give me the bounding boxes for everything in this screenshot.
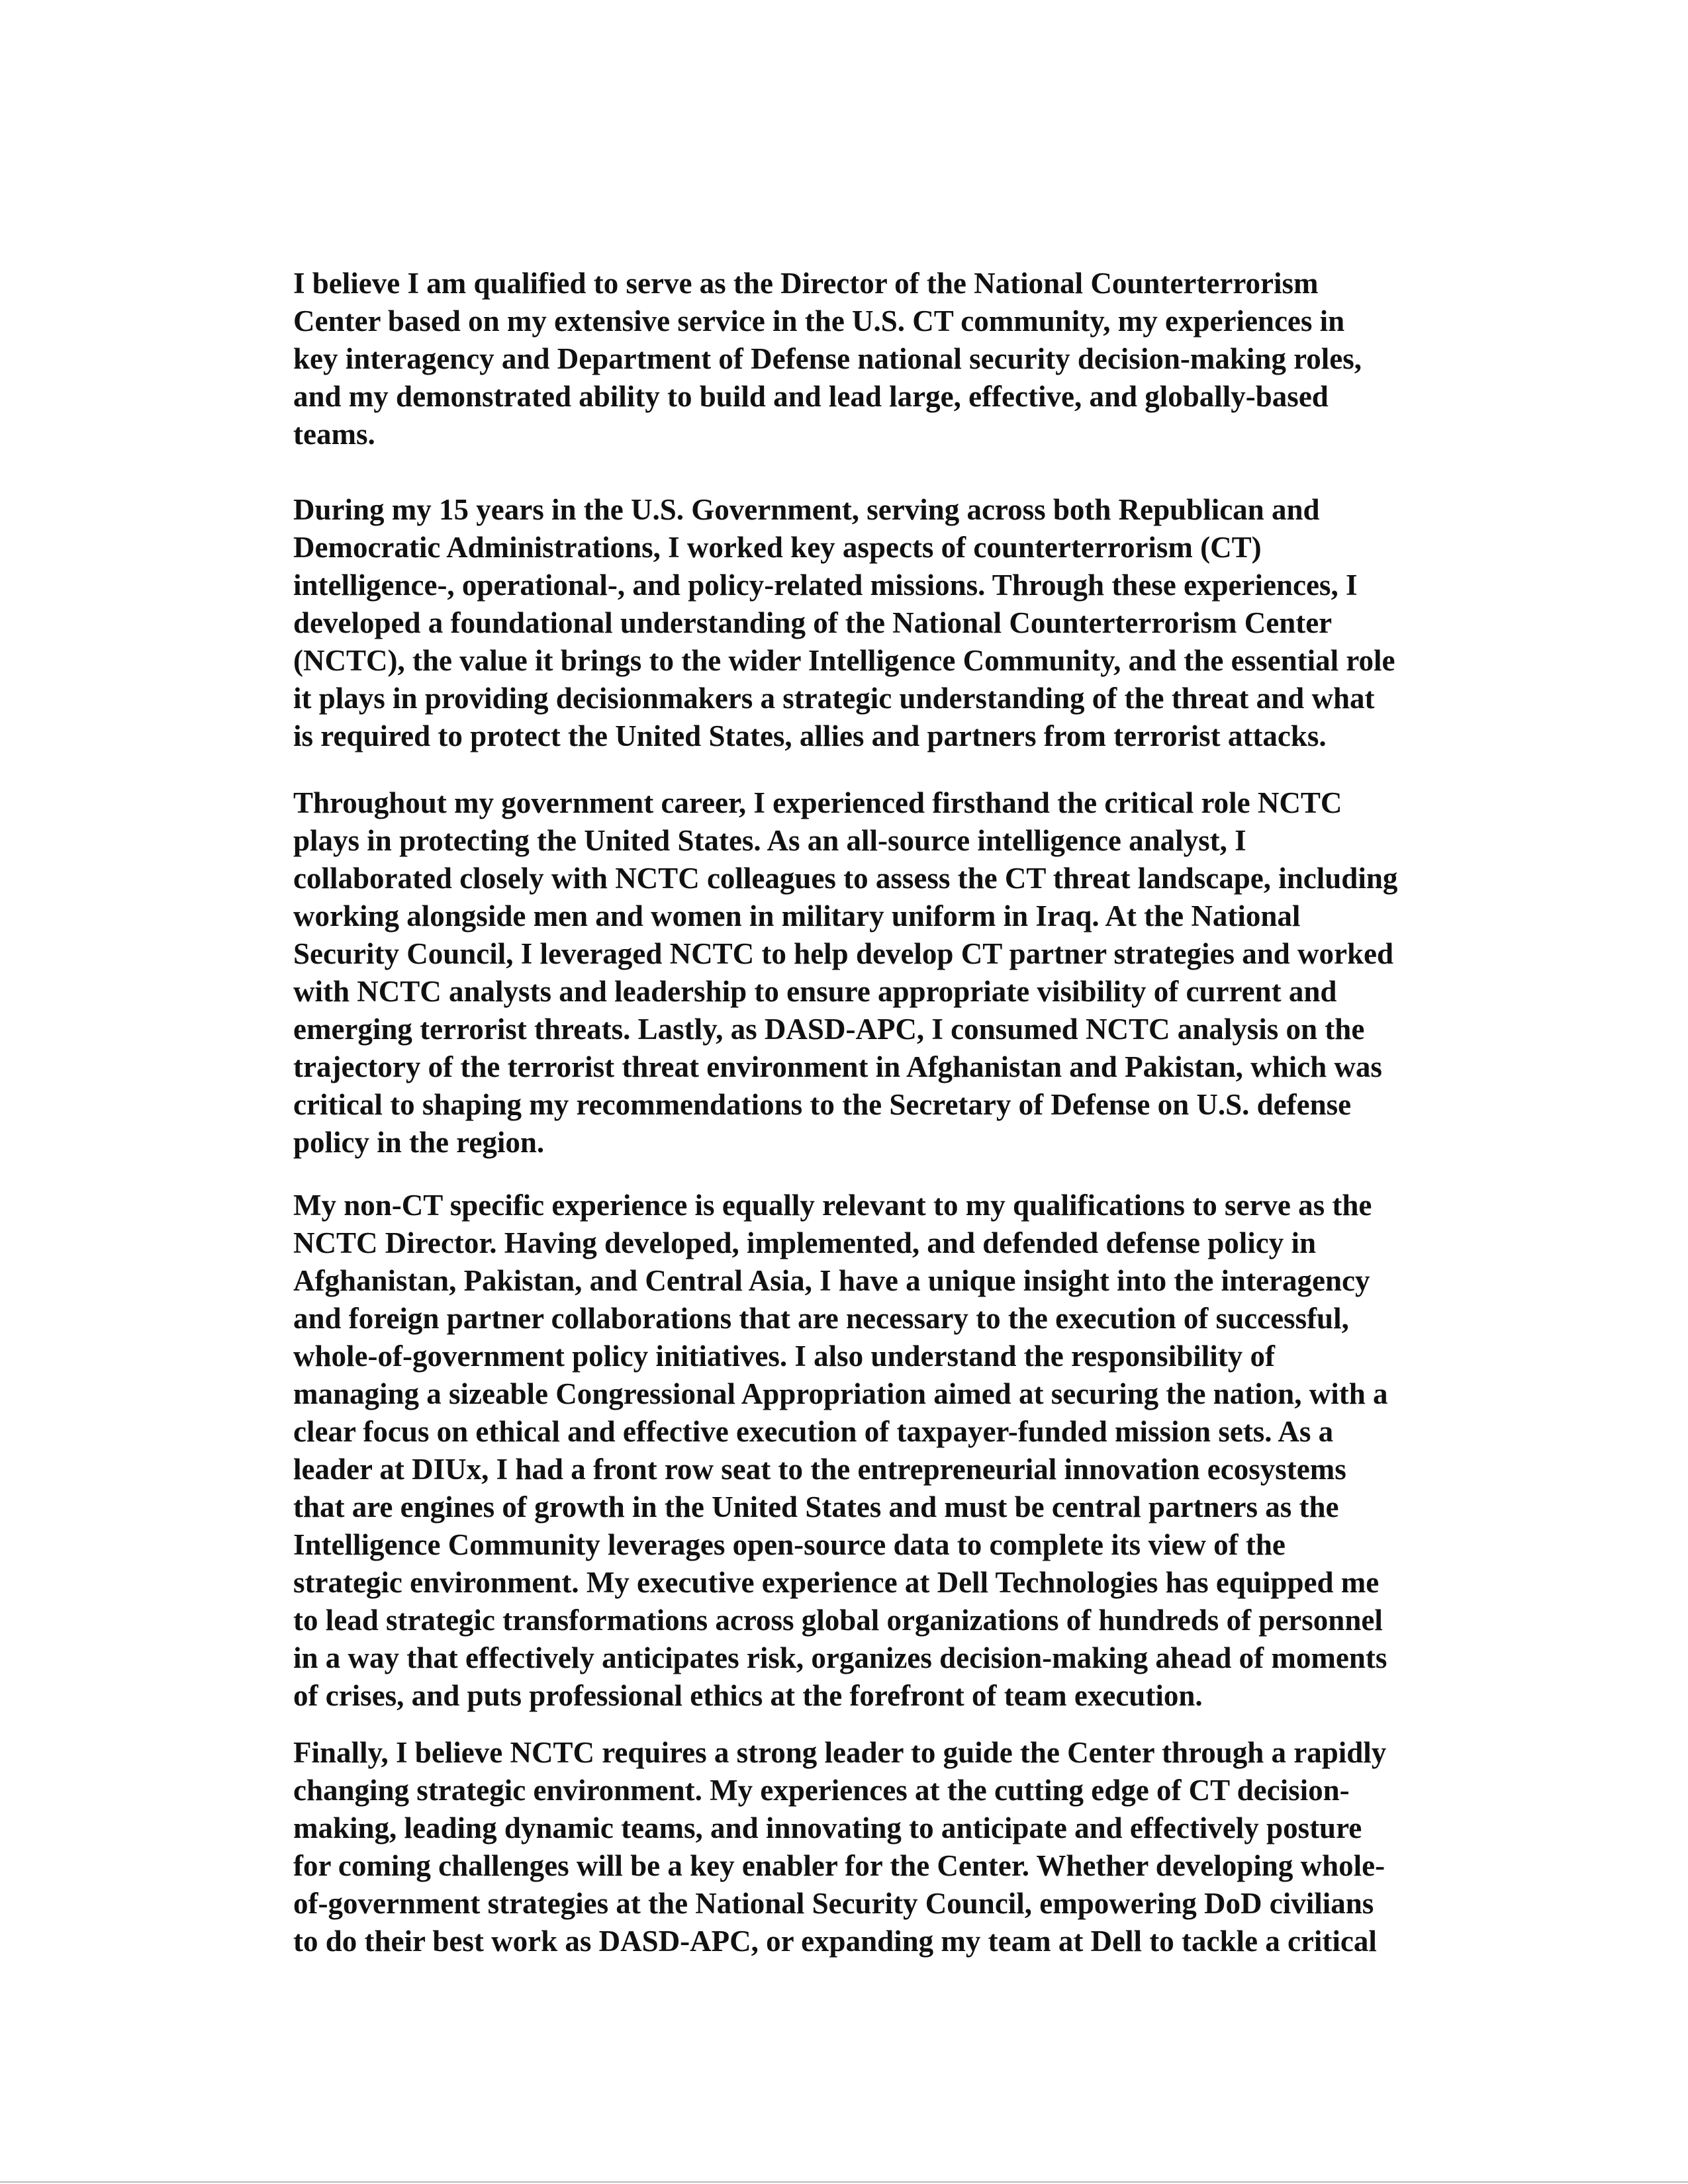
text-line: working alongside men and women in military uniform in Iraq. At the National [293,899,1301,933]
text-line: teams. [293,418,375,451]
text-line: changing strategic environment. My experiences at the cutting edge of CT decision- [293,1774,1350,1807]
text-line: I believe I am qualified to serve as the Director of the National Counterterrorism [293,267,1319,300]
text-line: of-government strategies at the National Security Council, empowering DoD civilians [293,1887,1374,1920]
text-line: emerging terrorist threats. Lastly, as DASD-APC, I consumed NCTC analysis on the [293,1013,1365,1046]
paragraph-qualifications [293,265,1485,453]
text-line: strategic environment. My executive experience at Dell Technologies has equipped me [293,1566,1380,1599]
text-line: intelligence-, operational-, and policy-related missions. Through these experiences, I [293,569,1358,602]
text-line: is required to protect the United States, allies and partners from terrorist attacks. [293,719,1327,752]
text-line: Democratic Administrations, I worked key aspects of counterterrorism (CT) [293,531,1262,564]
text-line: NCTC Director. Having developed, implemented, and defended defense policy in [293,1226,1317,1259]
text-line: to lead strategic transformations across global organizations of hundreds of personnel [293,1604,1383,1637]
paragraph-non-ct-experience [293,1187,1485,1715]
text-line: making, leading dynamic teams, and innovating to anticipate and effectively posture [293,1811,1362,1844]
text-line: Finally, I believe NCTC requires a strong leader to guide the Center through a rapidly [293,1736,1387,1769]
text-line: for coming challenges will be a key enabler for the Center. Whether developing whole- [293,1849,1385,1882]
text-line: it plays in providing decisionmakers a strategic understanding of the threat and what [293,682,1375,715]
text-line: Intelligence Community leverages open-source data to complete its view of the [293,1528,1286,1561]
text-line: and my demonstrated ability to build and lead large, effective, and globally-based [293,380,1329,413]
paragraph-government-service [293,491,1485,755]
text-line: During my 15 years in the U.S. Government, serving across both Republican and [293,493,1320,526]
paragraph-nctc-experience [293,784,1485,1161]
text-line: key interagency and Department of Defense national security decision-making roles, [293,342,1362,375]
text-line: to do their best work as DASD-APC, or expanding my team at Dell to tackle a critical [293,1925,1377,1958]
text-line: developed a foundational understanding of the National Counterterrorism Center [293,606,1333,639]
text-line: clear focus on ethical and effective execution of taxpayer-funded mission sets. As a [293,1415,1334,1448]
text-line: critical to shaping my recommendations to the Secretary of Defense on U.S. defense [293,1088,1352,1121]
text-line: trajectory of the terrorist threat environment in Afghanistan and Pakistan, which was [293,1050,1382,1083]
text-line: whole-of-government policy initiatives. I also understand the responsibility of [293,1340,1275,1373]
paragraph-leadership [293,1734,1485,1960]
text-line: Security Council, I leveraged NCTC to help develop CT partner strategies and worked [293,937,1394,970]
text-line: managing a sizeable Congressional Appropriation aimed at securing the nation, with a [293,1377,1388,1410]
text-line: (NCTC), the value it brings to the wider Intelligence Community, and the essential role [293,644,1395,677]
text-line: that are engines of growth in the United States and must be central partners as the [293,1490,1339,1524]
page-bottom-rule [0,2181,1688,2183]
text-line: and foreign partner collaborations that are necessary to the execution of successful, [293,1302,1349,1335]
text-line: in a way that effectively anticipates risk, organizes decision-making ahead of moments [293,1641,1387,1674]
text-line: collaborated closely with NCTC colleagues to assess the CT threat landscape, including [293,862,1398,895]
text-line: of crises, and puts professional ethics at the forefront of team execution. [293,1679,1203,1712]
text-line: leader at DIUx, I had a front row seat to the entrepreneurial innovation ecosystems [293,1453,1346,1486]
text-line: plays in protecting the United States. As an all-source intelligence analyst, I [293,824,1246,857]
text-line: policy in the region. [293,1126,545,1159]
text-line: with NCTC analysts and leadership to ensure appropriate visibility of current and [293,975,1337,1008]
text-line: Throughout my government career, I experienced firsthand the critical role NCTC [293,786,1342,819]
text-line: Afghanistan, Pakistan, and Central Asia, I have a unique insight into the interagency [293,1264,1370,1297]
text-line: My non-CT specific experience is equally relevant to my qualifications to serve as the [293,1189,1372,1222]
text-line: Center based on my extensive service in the U.S. CT community, my experiences in [293,304,1345,338]
